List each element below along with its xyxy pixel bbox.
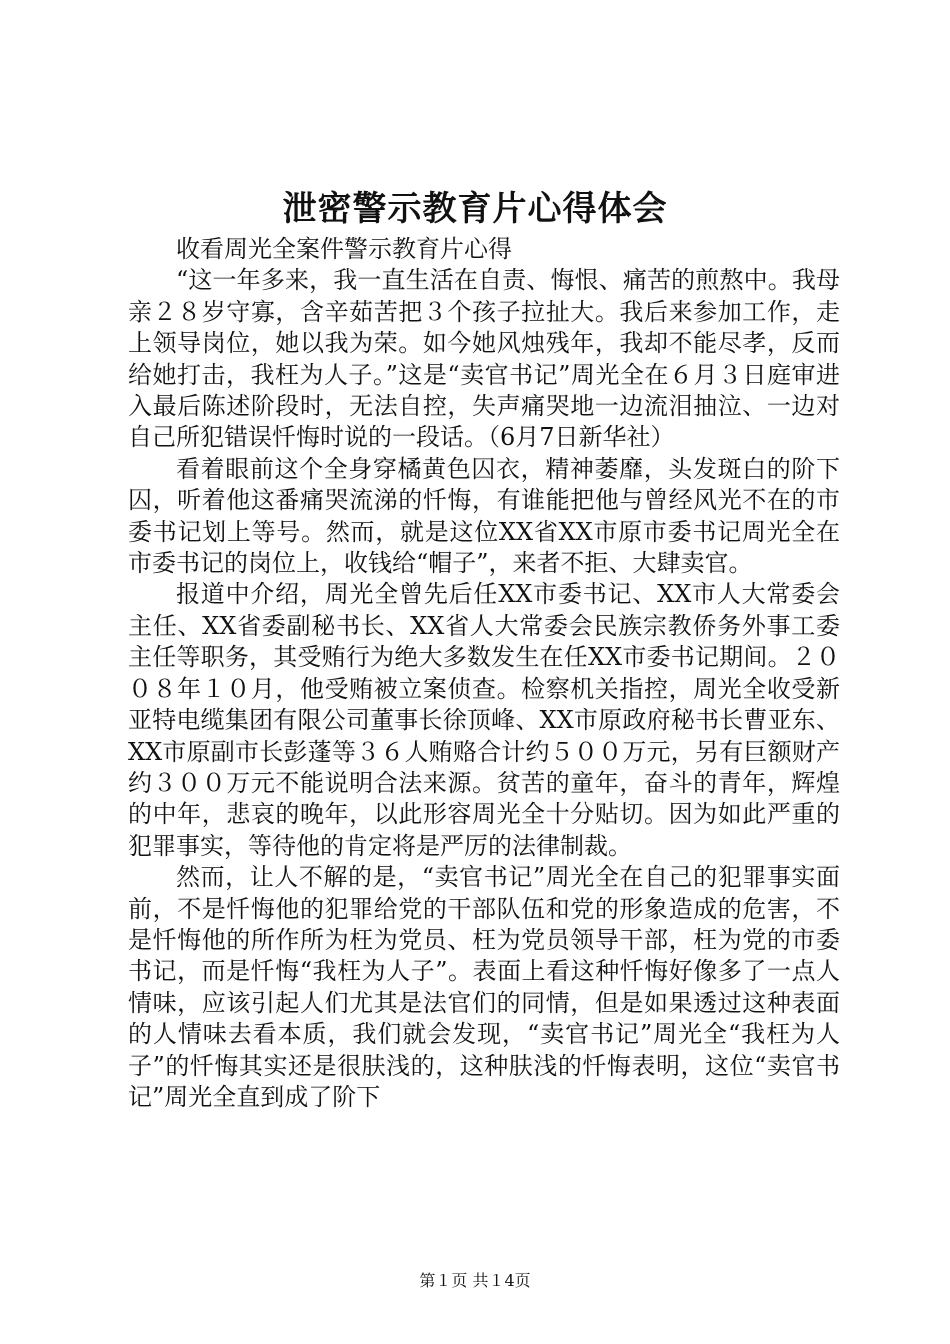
document-body — [128, 234, 840, 1113]
body-paragraph: 然而，让人不解的是，“卖官书记”周光全在自己的犯罪事实面前，不是忏悔他的犯罪给党的干部队伍和党的形象造成的危害，不是忏悔他的所作所为枉为党员、枉为党员领导干部，枉为党的市委书记，而是忏悔“我枉为人子”。表面上看这种忏悔好像多了一点人情味，应该引起人们尤其是法官们的同情，但是如果透过这种表面的人情味去看本质，我们就会发现，“卖官书记”周光全“我枉为人子”的忏悔其实还是很肤浅的，这种肤浅的忏悔表明，这位“卖官书记”周光全直到成了阶下 — [128, 863, 840, 1111]
subtitle-paragraph: 收看周光全案件警示教育片心得 — [176, 235, 512, 263]
body-paragraph: 报道中介绍，周光全曾先后任XX市委书记、XX市人大常委会主任、XX省委副秘书长、XX省人大常委会民族宗教侨务外事工委主任等职务，其受贿行为绝大多数发生在任XX市委书记期间。２００８年１０月，他受贿被立案侦查。检察机关指控，周光全收受新亚特电缆集团有限公司董事长徐顶峰、XX市原政府秘书长曹亚东、XX市原副市长彭蓬等３６人贿赂合计约５００万元，另有巨额财产约３００万元不能说明合法来源。贫苦的童年，奋斗的青年，辉煌的中年，悲哀的晚年，以此形容周光全十分贴切。因为如此严重的犯罪事实，等待他的肯定将是严厉的法律制裁。 — [128, 580, 840, 860]
page-title: 泄密警示教育片心得体会 — [282, 189, 668, 229]
page-footer: 第１页 共１4页 — [419, 1271, 531, 1290]
body-paragraph: 看着眼前这个全身穿橘黄色囚衣，精神萎靡，头发斑白的阶下囚，听着他这番痛哭流涕的忏悔，有谁能把他与曾经风光不在的市委书记划上等号。然而，就是这位XX省XX市原市委书记周光全在市委书记的岗位上，收钱给“帽子”，来者不拒、大肆卖官。 — [128, 454, 840, 578]
quote-paragraph: “这一年多来，我一直生活在自责、悔恨、痛苦的煎熬中。我母亲２８岁守寡，含辛茹苦把３个孩子拉扯大。我后来参加工作，走上领导岗位，她以我为荣。如今她风烛残年，我却不能尽孝，反而给她打击，我枉为人子。”这是“卖官书记”周光全在６月３日庭审进入最后陈述阶段时，无法自控，失声痛哭地一边流泪抽泣、一边对自己所犯错误忏悔时说的一段话。（6月7日新华社） — [128, 266, 840, 452]
